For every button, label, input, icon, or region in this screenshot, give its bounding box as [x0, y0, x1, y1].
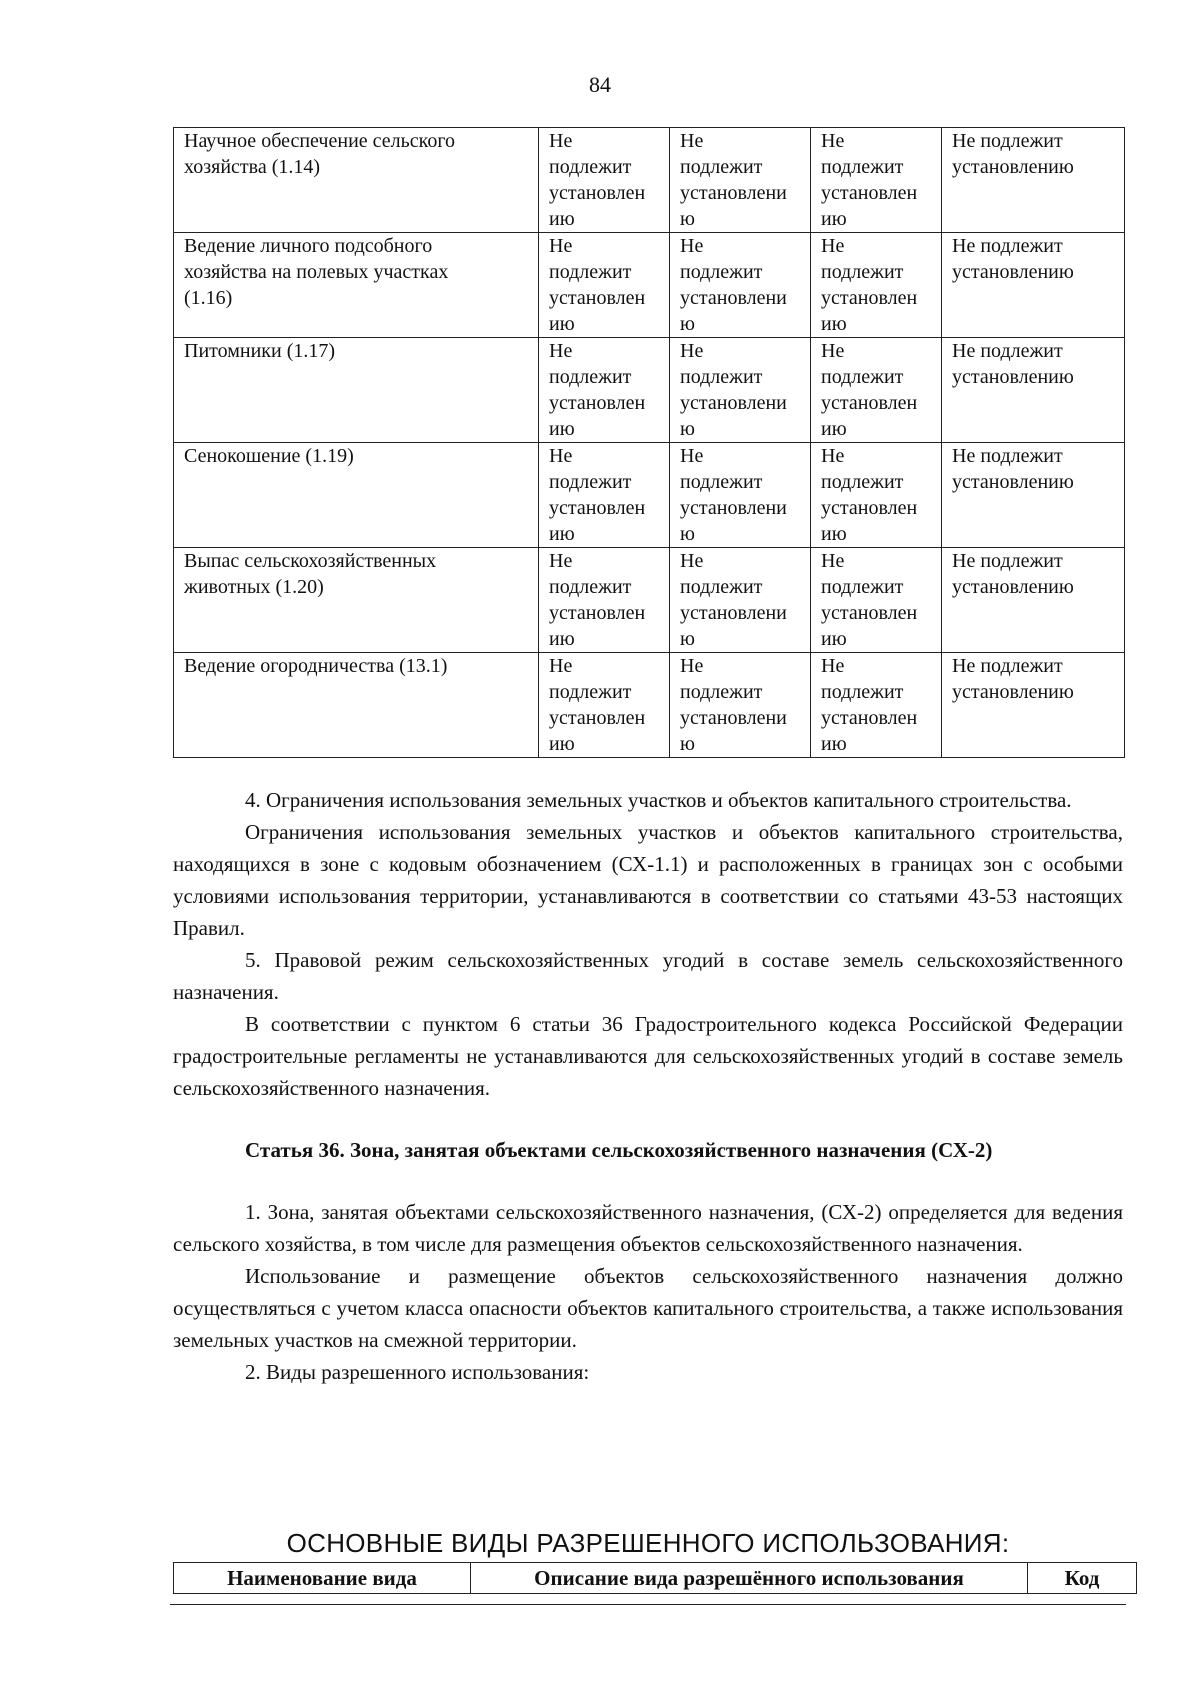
table-cell: Не подлежит установлени ю	[670, 443, 811, 548]
table-cell-name: Ведение огородничества (13.1)	[174, 653, 539, 758]
paragraph-permitted-uses: 2. Виды разрешенного использования:	[245, 1360, 590, 1384]
table-cell: Не подлежит установлен ию	[811, 128, 942, 233]
paragraph-legal-regime: В соответствии с пунктом 6 статьи 36 Градостроительного кодекса Российской Федерации градостроительные регламенты не устанавливаются для сельскохозяйственных угодий в составе земель сельскохозяйственного назначения.	[173, 1012, 1123, 1100]
article-heading: Статья 36. Зона, занятая объектами сельскохозяйственного назначения (СХ-2)	[245, 1138, 993, 1162]
table-cell: Не подлежит установлению	[942, 548, 1125, 653]
table-cell: Не подлежит установлен ию	[811, 233, 942, 338]
permitted-uses-table-header	[173, 1562, 1137, 1594]
table-cell: Не подлежит установлени ю	[670, 548, 811, 653]
table-cell: Не подлежит установлен ию	[539, 653, 670, 758]
table-row	[174, 338, 1125, 443]
paragraph-restrictions-title: 4. Ограничения использования земельных участков и объектов капитального строительства.	[245, 788, 1072, 812]
table-cell: Не подлежит установлению	[942, 443, 1125, 548]
table-row	[174, 548, 1125, 653]
table-cell-name: Питомники (1.17)	[174, 338, 539, 443]
paragraph-legal-regime-title: 5. Правовой режим сельскохозяйственных угодий в составе земель сельскохозяйственного назначения.	[173, 948, 1123, 1004]
table-row	[174, 233, 1125, 338]
table-header-row	[174, 1563, 1137, 1594]
table-cell: Не подлежит установлению	[942, 233, 1125, 338]
table-row	[174, 443, 1125, 548]
table-bottom-rule	[170, 1604, 1126, 1605]
table-cell: Не подлежит установлению	[942, 338, 1125, 443]
table-cell-name: Ведение личного подсобного хозяйства на полевых участках (1.16)	[174, 233, 539, 338]
paragraph-zone-usage: Использование и размещение объектов сельскохозяйственного назначения должно осуществляться с учетом класса опасности объектов капитального строительства, а также использования земельных участков на смежной территории.	[173, 1264, 1123, 1352]
land-use-table	[173, 127, 1125, 758]
table-cell: Не подлежит установлени ю	[670, 338, 811, 443]
table-cell-name: Выпас сельскохозяйственных животных (1.20)	[174, 548, 539, 653]
table-cell: Не подлежит установлен ию	[539, 443, 670, 548]
table-cell: Не подлежит установлен ию	[811, 548, 942, 653]
table-cell: Не подлежит установлени ю	[670, 653, 811, 758]
table-cell: Не подлежит установлен ию	[811, 338, 942, 443]
table-cell: Не подлежит установлению	[942, 653, 1125, 758]
table-cell: Не подлежит установлен ию	[539, 128, 670, 233]
table-cell: Не подлежит установлен ию	[539, 338, 670, 443]
table-row	[174, 128, 1125, 233]
spacer	[173, 1166, 1123, 1196]
table-row	[174, 653, 1125, 758]
page-number: 84	[589, 72, 611, 97]
table-cell: Не подлежит установлени ю	[670, 233, 811, 338]
table-cell: Не подлежит установлен ию	[811, 443, 942, 548]
table-cell: Не подлежит установлению	[942, 128, 1125, 233]
spacer	[173, 1104, 1123, 1134]
column-header-description: Описание вида разрешённого использования	[471, 1563, 1028, 1594]
column-header-code: Код	[1028, 1563, 1137, 1594]
column-header-name: Наименование вида	[174, 1563, 471, 1594]
body-text	[173, 784, 1123, 1388]
table-cell: Не подлежит установлен ию	[539, 233, 670, 338]
paragraph-restrictions: Ограничения использования земельных участков и объектов капитального строительства, находящихся в зоне с кодовым обозначением (СХ-1.1) и расположенных в границах зон с особыми условиями использования территории, устанавливаются в соответствии со статьями 43-53 настоящих Правил.	[173, 820, 1123, 940]
table-cell-name: Сенокошение (1.19)	[174, 443, 539, 548]
table-cell: Не подлежит установлени ю	[670, 128, 811, 233]
table-cell-name: Научное обеспечение сельского хозяйства (1.14)	[174, 128, 539, 233]
paragraph-zone-definition: 1. Зона, занятая объектами сельскохозяйственного назначения, (СХ-2) определяется для ведения сельского хозяйства, в том числе для размещения объектов сельскохозяйственного назначения.	[173, 1200, 1123, 1256]
section-title: ОСНОВНЫЕ ВИДЫ РАЗРЕШЕННОГО ИСПОЛЬЗОВАНИЯ:	[286, 1528, 1010, 1558]
table-cell: Не подлежит установлен ию	[539, 548, 670, 653]
table-cell: Не подлежит установлен ию	[811, 653, 942, 758]
